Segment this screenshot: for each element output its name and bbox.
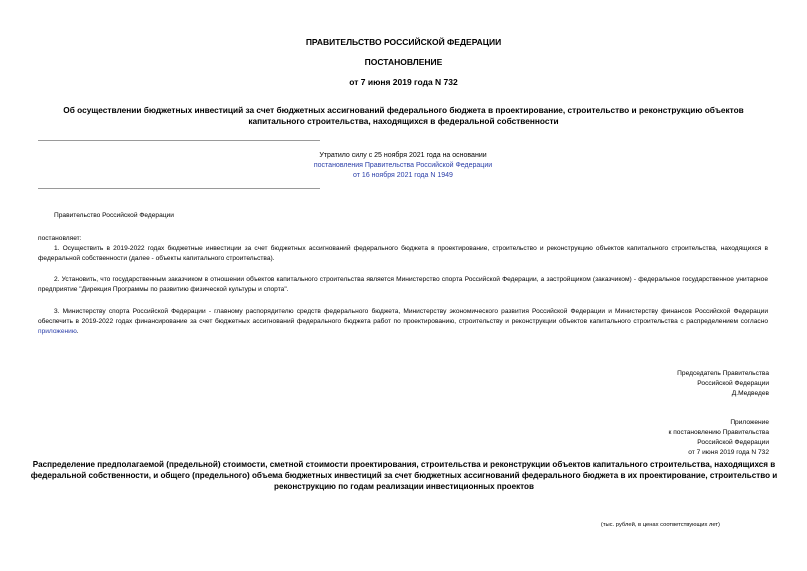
- authority-heading: ПРАВИТЕЛЬСТВО РОССИЙСКОЙ ФЕДЕРАЦИИ: [305, 37, 502, 47]
- document-type: ПОСТАНОВЛЕНИЕ: [364, 57, 443, 67]
- document-date-number: от 7 июня 2019 года N 732: [349, 77, 458, 87]
- appendix-to: к постановлению Правительства: [668, 429, 769, 436]
- paragraph-2: 2. Установить, что государственным заказчиком в отношении объектов капитального строительства является Министерство спорта Российской Федерации, а застройщиком (заказчиком) - федеральное государственное унитарное предприятие "Дирекция Программы по развитию физической культуры и спорта".: [38, 276, 768, 293]
- decrees-line: постановляет:: [38, 235, 82, 242]
- units-note: (тыс. рублей, в ценах соответствующих лет): [600, 522, 720, 528]
- paragraph-1: 1. Осуществить в 2019-2022 годах бюджетные инвестиции за счет бюджетных ассигнований федерального бюджета в проектирование, строительство и реконструкцию объектов капитального строительства, находящихся в федеральной собственности (далее - объекты капитального строительства).: [38, 245, 768, 262]
- government-line: Правительство Российской Федерации: [54, 212, 174, 219]
- status-notice: [283, 151, 523, 181]
- signature-name: Д.Медведев: [731, 390, 769, 397]
- status-link-date[interactable]: от 16 ноября 2021 года N 1949: [353, 172, 453, 179]
- bottom-divider: [38, 188, 320, 189]
- status-link-decree[interactable]: постановления Правительства Российской Федерации: [313, 162, 493, 169]
- appendix-link[interactable]: приложению: [38, 328, 77, 335]
- paragraph-3: [38, 307, 768, 337]
- appendix-rf: Российской Федерации: [697, 439, 769, 446]
- appendix-label: Приложение: [730, 419, 769, 426]
- signature-block: [677, 369, 769, 399]
- document-title: Об осуществлении бюджетных инвестиций за счет бюджетных ассигнований федерального бюджета в проектирование, строительство и реконструкцию объектов капитального строительства, находящихся в федеральной собственности: [63, 105, 744, 126]
- paragraph-3-end: .: [76, 328, 79, 335]
- appendix-date: от 7 июня 2019 года N 732: [688, 449, 769, 456]
- top-divider: [38, 140, 320, 141]
- paragraph-3-text: 3. Министерству спорта Российской Федерации - главному распорядителю средств федерального бюджета, Министерству экономического развития Российской Федерации и Министерству финансов Российской Федерации обеспечить в 2019-2022 годах финансирование за счет бюджетных ассигнований федерального бюджета работ по проектированию, строительству и реконструкции объектов капитального строительства с распределением согласно: [38, 308, 768, 325]
- status-line: Утратило силу с 25 ноября 2021 года на основании: [319, 152, 487, 159]
- appendix-header: [669, 418, 770, 458]
- appendix-title: Распределение предполагаемой (предельной) стоимости, сметной стоимости проектирования, строительства и реконструкции объектов капитального строительства, находящихся в федеральной собственности, и общего (предельного) объема бюджетных инвестиций за счет бюджетных ассигнований федерального бюджета в их проектирование, строительство и реконструкцию по годам реализации инвестиционных проектов: [30, 460, 778, 491]
- signature-position-1: Председатель Правительства: [677, 370, 769, 377]
- signature-position-2: Российской Федерации: [697, 380, 769, 387]
